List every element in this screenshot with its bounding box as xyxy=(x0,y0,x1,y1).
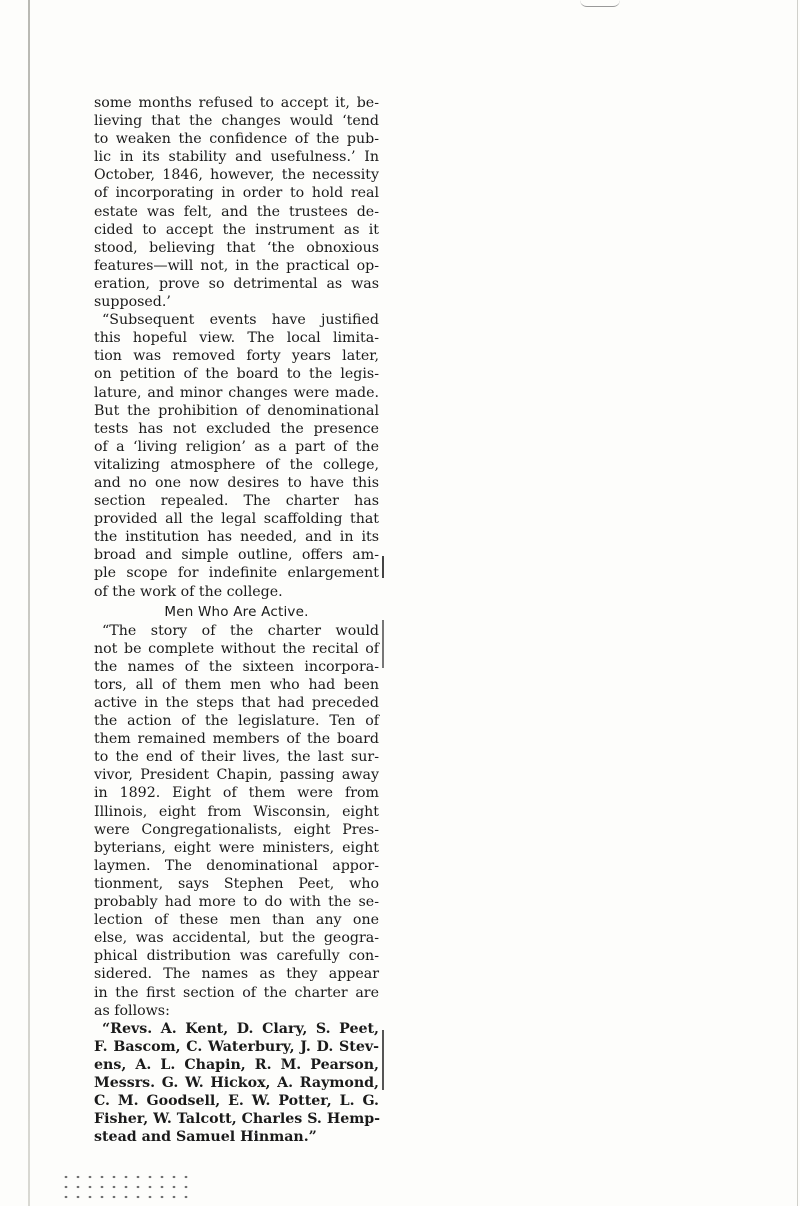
text-line: to the end of their lives, the last sur- xyxy=(94,749,379,766)
newspaper-column xyxy=(94,94,379,1146)
paragraph-charter-acceptance xyxy=(94,94,379,311)
text-line: as follows: xyxy=(94,1002,170,1019)
scan-speckles xyxy=(60,1172,190,1202)
text-line: in the first section of the charter are xyxy=(94,984,379,1001)
text-line: tionment, says Stephen Peet, who xyxy=(94,875,379,892)
scan-edge-left xyxy=(28,0,30,1206)
text-line: lection of these men than any one xyxy=(94,912,379,929)
text-line: in 1892. Eight of them were from xyxy=(94,785,379,802)
scan-edge-right xyxy=(797,0,798,1206)
text-line: stead and Samuel Hinman.” xyxy=(94,1129,317,1146)
text-line: provided all the legal scaffolding that xyxy=(94,511,379,528)
text-line: broad and simple outline, offers am- xyxy=(94,547,379,564)
text-line: sidered. The names as they appear xyxy=(94,966,379,983)
text-line: Messrs. G. W. Hickox, A. Raymond, xyxy=(94,1074,379,1091)
text-line: else, was accidental, but the geogra- xyxy=(94,930,379,947)
text-line: lic in its stability and usefulness.’ In xyxy=(94,149,379,166)
text-line: the names of the sixteen incorpora- xyxy=(94,658,379,675)
text-line: and no one now desires to have this xyxy=(94,474,379,491)
text-line: them remained members of the board xyxy=(94,731,379,748)
column-rule xyxy=(382,620,384,668)
text-line: some months refused to accept it, be- xyxy=(94,95,379,111)
text-line: were Congregationalists, eight Pres- xyxy=(94,821,379,838)
text-line: vivor, President Chapin, passing away xyxy=(94,767,379,784)
column-rule xyxy=(382,1030,384,1090)
scan-corner-mark xyxy=(580,0,620,7)
text-line: features—will not, in the practical op- xyxy=(94,257,379,274)
text-line: C. M. Goodsell, E. W. Potter, L. G. xyxy=(94,1093,379,1110)
column-rule xyxy=(382,556,384,578)
text-line: of a ‘living religion’ as a part of the xyxy=(94,438,379,455)
text-line: this hopeful view. The local limita- xyxy=(94,330,379,347)
text-line: tion was removed forty years later, xyxy=(94,348,379,365)
section-subheading: Men Who Are Active. xyxy=(164,603,309,620)
text-line: ple scope for indefinite enlargement xyxy=(94,565,379,582)
text-line: section repealed. The charter has xyxy=(94,493,379,510)
text-line: probably had more to do with the se- xyxy=(94,894,379,911)
text-line: on petition of the board to the legis- xyxy=(94,366,379,383)
text-line: “Revs. A. Kent, D. Clary, S. Peet, xyxy=(102,1020,379,1037)
text-line: stood, believing that ‘the obnoxious xyxy=(94,239,379,256)
text-line: “Subsequent events have justified xyxy=(102,312,379,329)
text-line: cided to accept the instrument as it xyxy=(94,221,379,238)
text-line: the action of the legislature. Ten of xyxy=(94,713,379,730)
text-line: October, 1846, however, the necessity xyxy=(94,167,379,184)
text-line: to weaken the confidence of the pub- xyxy=(94,131,379,148)
paragraph-incorporators-story xyxy=(94,622,379,1020)
text-line: not be complete without the recital of xyxy=(94,640,379,657)
text-line: laymen. The denominational appor- xyxy=(94,857,379,874)
text-line: byterians, eight were ministers, eight xyxy=(94,839,379,856)
text-line: tests has not excluded the presence xyxy=(94,420,379,437)
text-line: But the prohibition of denominational xyxy=(94,402,379,419)
text-line: lature, and minor changes were made. xyxy=(94,384,379,401)
text-line: of the work of the college. xyxy=(94,583,283,600)
text-line: of incorporating in order to hold real xyxy=(94,185,379,202)
text-line: tors, all of them men who had been xyxy=(94,676,379,693)
text-line: lieving that the changes would ‘tend xyxy=(94,113,379,130)
text-line: active in the steps that had preceded xyxy=(94,695,379,711)
paragraph-incorporator-names xyxy=(94,1020,379,1147)
text-line: Illinois, eight from Wisconsin, eight xyxy=(94,803,379,820)
text-line: estate was felt, and the trustees de- xyxy=(94,203,379,220)
text-line: “The story of the charter would xyxy=(102,622,379,639)
text-line: Fisher, W. Talcott, Charles S. Hemp- xyxy=(94,1111,381,1128)
paragraph-subsequent-events xyxy=(94,311,379,601)
text-line: F. Bascom, C. Waterbury, J. D. Stev- xyxy=(94,1038,379,1055)
text-line: phical distribution was carefully con- xyxy=(94,948,379,965)
text-line: ens, A. L. Chapin, R. M. Pearson, xyxy=(94,1056,379,1073)
text-line: supposed.’ xyxy=(94,294,171,311)
text-line: the institution has needed, and in its xyxy=(94,529,379,546)
text-line: vitalizing atmosphere of the college, xyxy=(94,456,379,473)
text-line: eration, prove so detrimental as was xyxy=(94,275,379,292)
